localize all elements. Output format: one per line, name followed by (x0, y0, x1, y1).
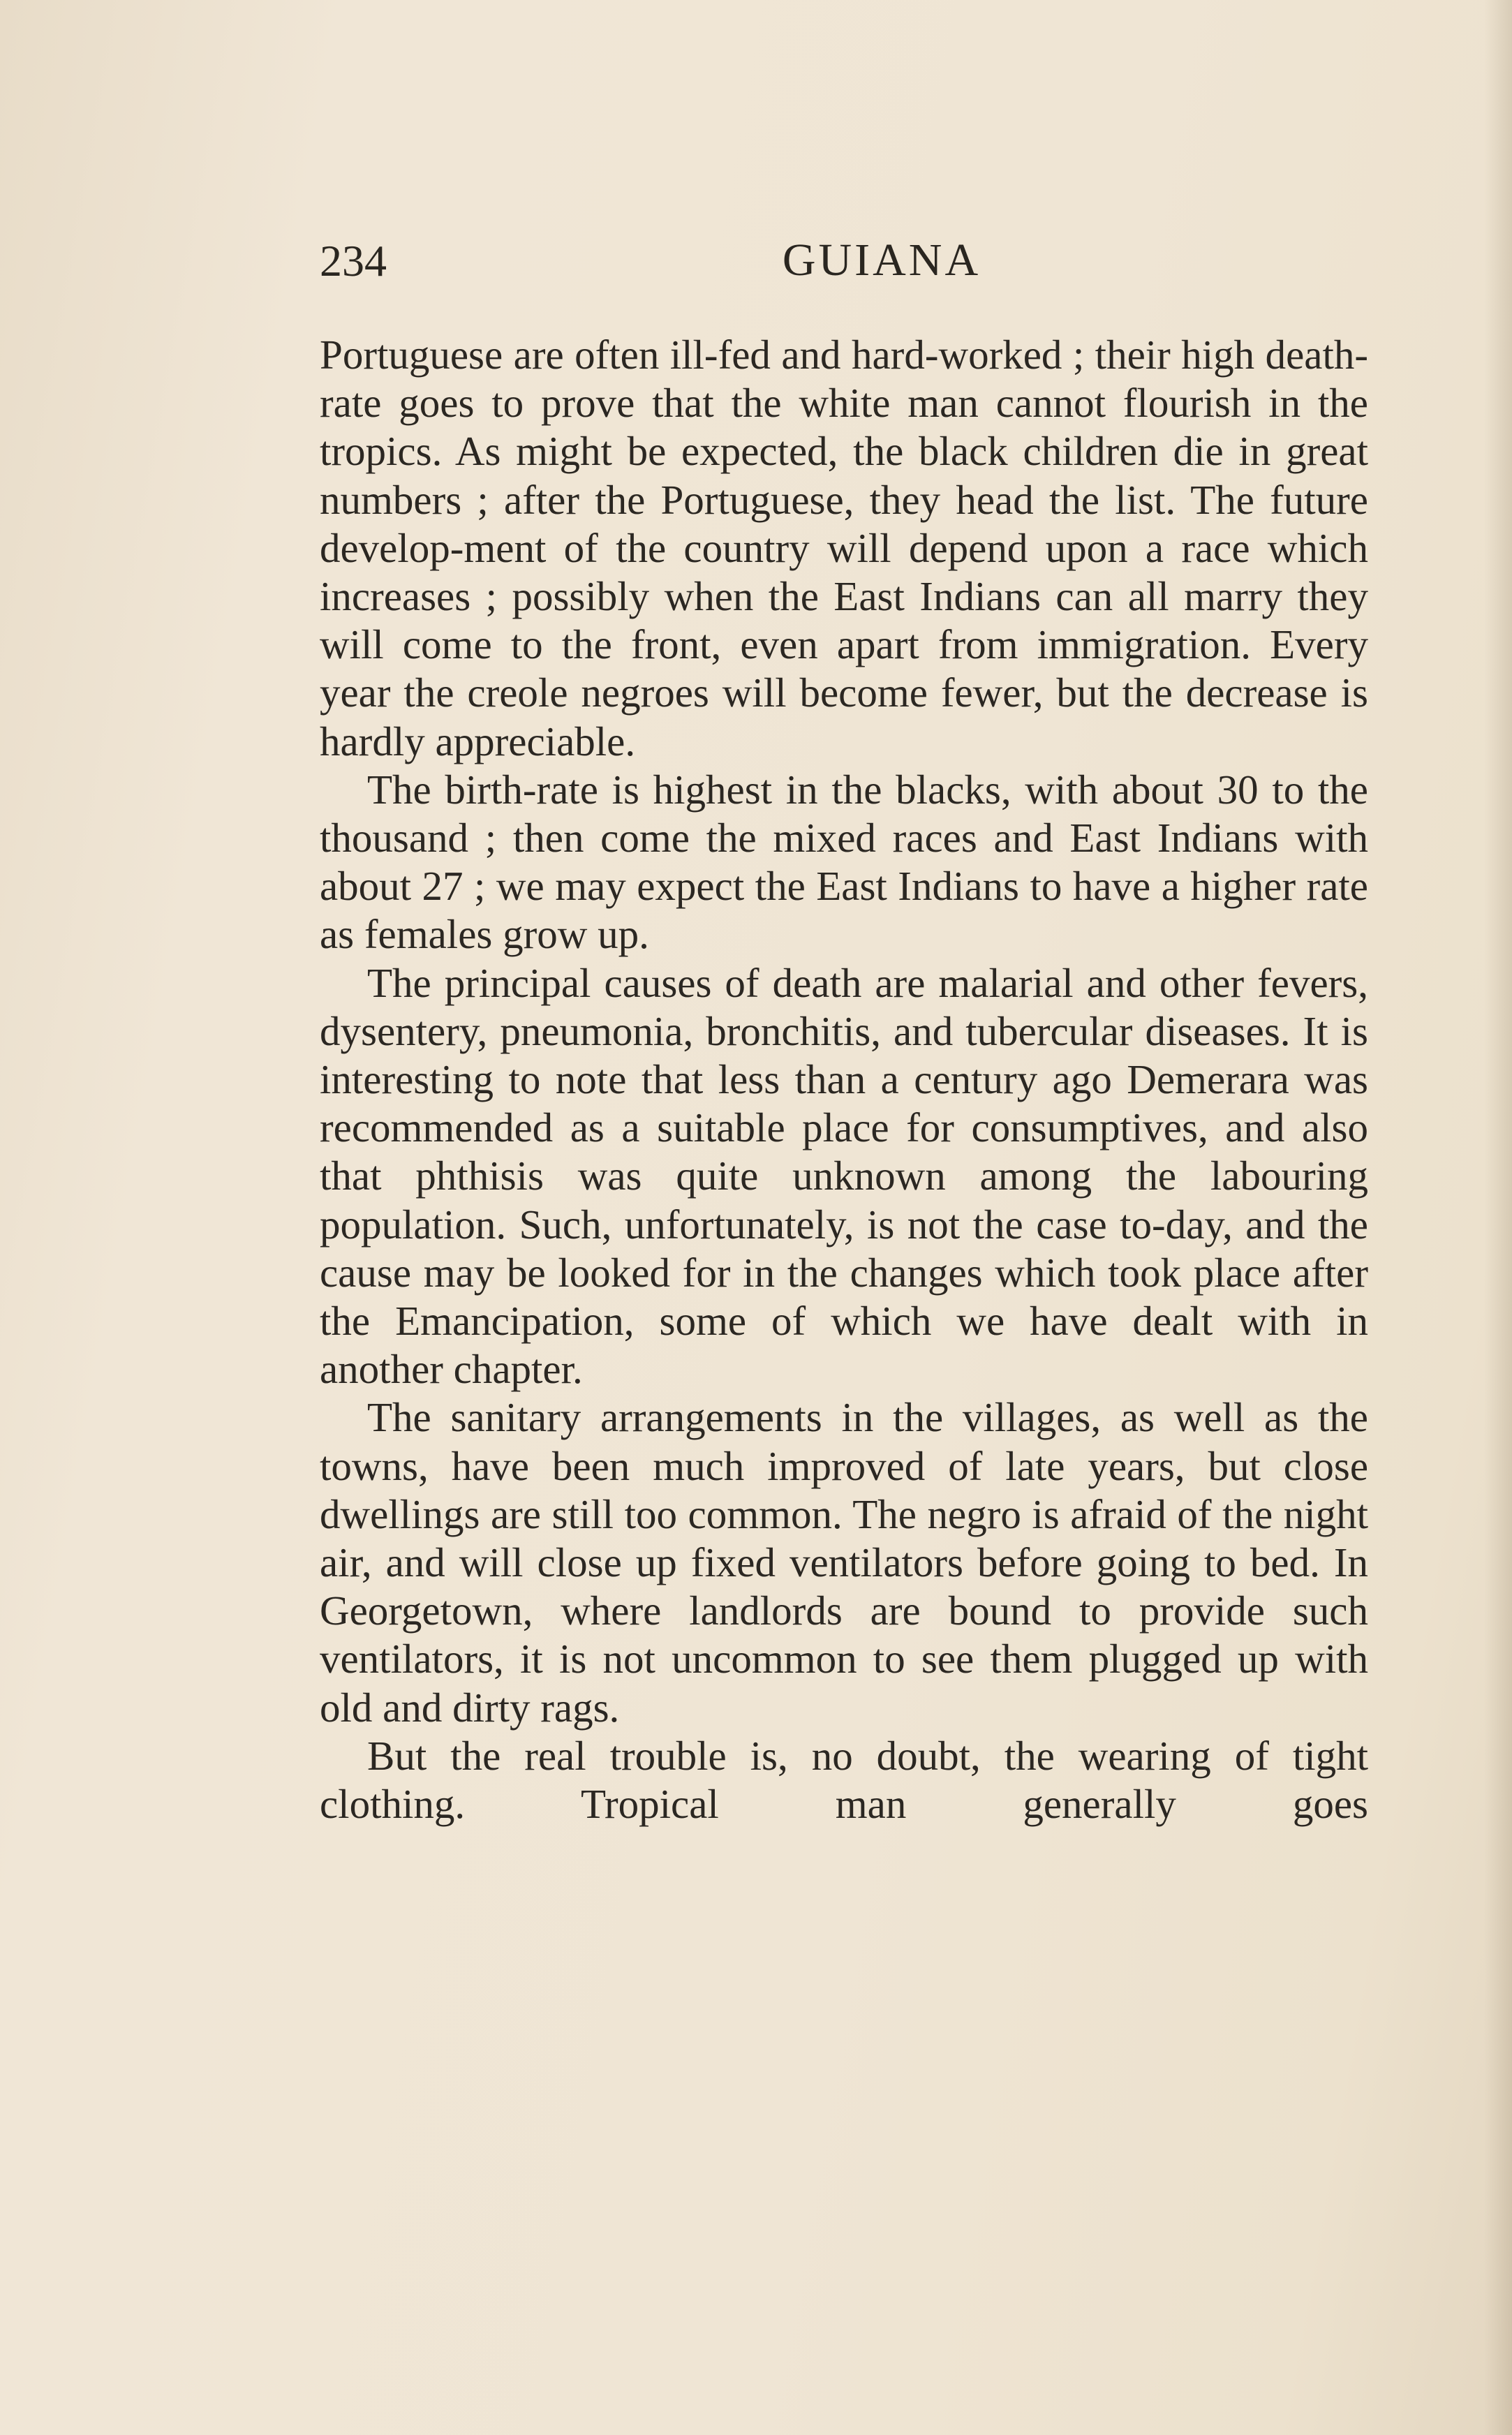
paragraph-5: But the real trouble is, no doubt, the wearing of tight clothing. Tropical man generally goes (320, 1732, 1368, 1828)
body-text (320, 331, 1368, 1828)
paragraph-1: Portuguese are often ill-fed and hard-worked ; their high death-rate goes to prove that the white man cannot flourish in the tropics. As might be expected, the black children die in great numbers ; after the Portuguese, they head the list. The future develop-ment of the country will depend upon a race which increases ; possibly when the East Indians can all marry they will come to the front, even apart from immigration. Every year the creole negroes will become fewer, but the decrease is hardly appreciable. (320, 332, 1368, 764)
running-title: GUIANA (782, 235, 981, 286)
paragraph-2: The birth-rate is highest in the blacks, with about 30 to the thousand ; then come the mixed races and East Indians with about 27 ; we may expect the East Indians to have a higher rate as females grow up. (320, 766, 1368, 958)
paragraph-4: The sanitary arrangements in the villages, as well as the towns, have been much improved of late years, but close dwellings are still too common. The negro is afraid of the night air, and will close up fixed ventilators before going to bed. In Georgetown, where landlords are bound to provide such ventilators, it is not uncommon to see them plugged up with old and dirty rags. (320, 1394, 1368, 1731)
page-header (320, 230, 1367, 307)
page-number: 234 (320, 236, 387, 286)
paragraph-3: The principal causes of death are malarial and other fevers, dysentery, pneumonia, bronchitis, and tubercular diseases. It is interesting to note that less than a century ago Demerara was recommended as a suitable place for consumptives, and also that phthisis was quite unknown among the labouring population. Such, unfortunately, is not the case to-day, and the cause may be looked for in the changes which took place after the Emancipation, some of which we have dealt with in another chapter. (320, 959, 1368, 1393)
